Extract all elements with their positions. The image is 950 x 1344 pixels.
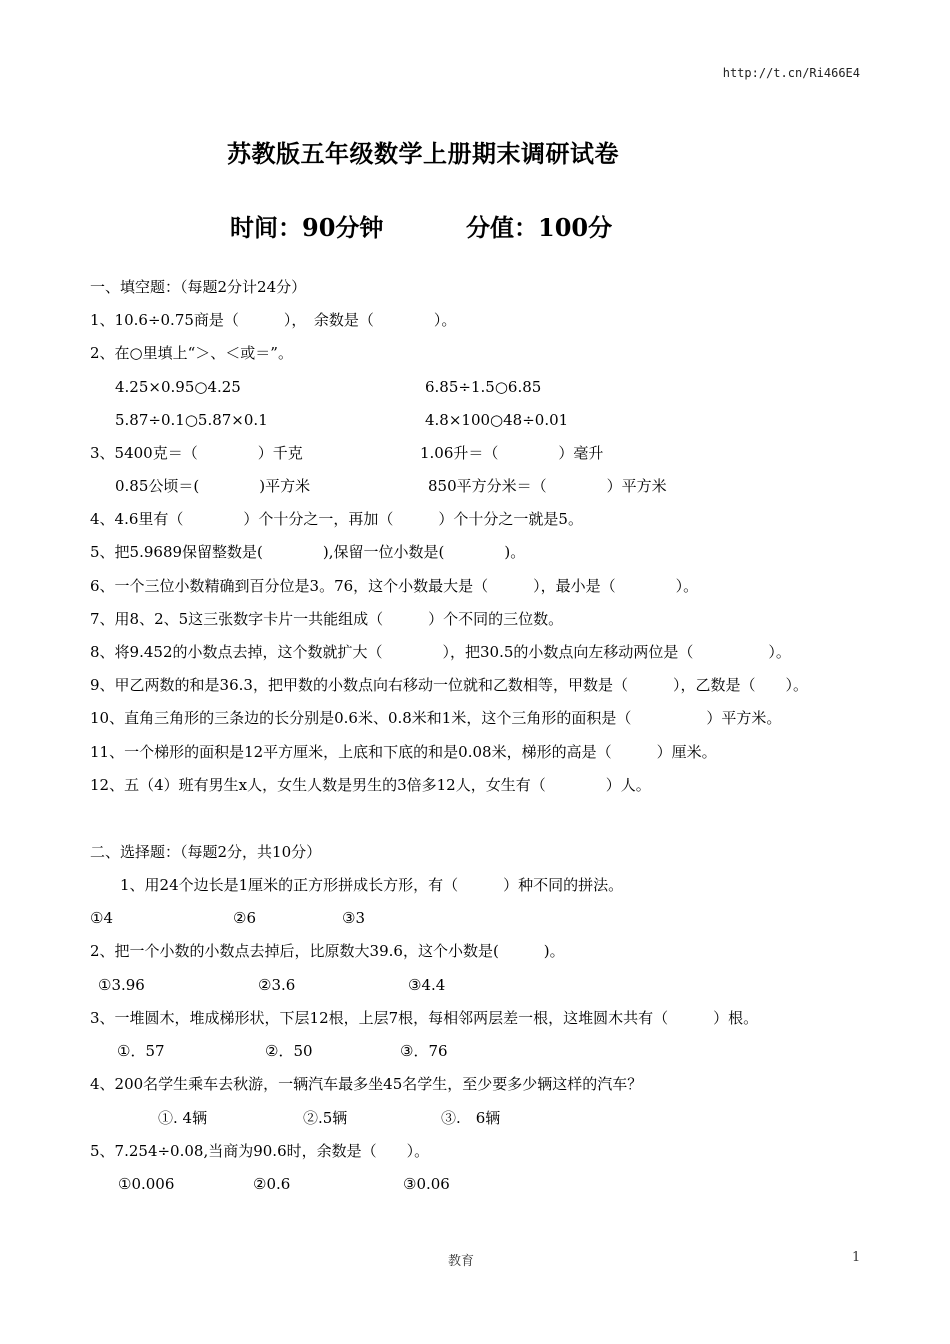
question-1-3c: 0.85公顷＝( )平方米: [115, 477, 311, 495]
exam-time: 时间：90分钟: [230, 213, 384, 242]
question-2-3: 3、一堆圆木，堆成梯形状，下层12根，上层7根，每相邻两层差一根，这堆圆木共有（ ）根。: [90, 1009, 759, 1027]
page-title: 苏教版五年级数学上册期末调研试卷: [227, 139, 619, 168]
question-1-9: 9、甲乙两数的和是36.3，把甲数的小数点向右移动一位就和乙数相等，甲数是（ ），乙数是（ ）。: [90, 676, 808, 694]
page-number: 1: [852, 1250, 861, 1265]
question-2-5-option-b: ②0.6: [253, 1175, 291, 1193]
question-1-7: 7、用8、2、5这三张数字卡片一共能组成（ ）个不同的三位数。: [90, 610, 564, 628]
question-2-5-option-a: ①0.006: [118, 1175, 175, 1193]
question-1-3a: 3、5400克＝（ ）千克: [90, 444, 303, 462]
question-1-3b: 1.06升＝（ ）毫升: [420, 444, 604, 462]
question-1-1: 1、10.6÷0.75商是（ ）， 余数是（ ）。: [90, 311, 457, 329]
question-1-2: 2、在○里填上“＞、＜或＝”。: [90, 344, 293, 362]
question-1-2b: 6.85÷1.5○6.85: [425, 378, 542, 396]
question-2-2-option-a: ①3.96: [98, 976, 145, 994]
question-2-5: 5、7.254÷0.08,当商为90.6时，余数是（ ）。: [90, 1142, 430, 1160]
question-2-2-option-b: ②3.6: [258, 976, 296, 994]
question-2-4: 4、200名学生乘车去秋游，一辆汽车最多坐45名学生，至少要多少辆这样的汽车？: [90, 1075, 643, 1093]
section2-heading: 二、选择题：（每题2分，共10分）: [90, 843, 322, 861]
question-2-1-option-c: ③3: [342, 909, 365, 927]
question-2-3-option-b: ②．50: [265, 1042, 313, 1060]
question-1-2d: 4.8×100○48÷0.01: [425, 411, 569, 429]
question-1-11: 11、一个梯形的面积是12平方厘米，上底和下底的和是0.08米，梯形的高是（ ）厘米。: [90, 743, 717, 761]
question-2-4-option-c: ③. 6辆: [441, 1109, 501, 1127]
question-2-3-option-c: ③．76: [400, 1042, 448, 1060]
question-2-5-option-c: ③0.06: [403, 1175, 450, 1193]
question-1-2c: 5.87÷0.1○5.87×0.1: [115, 411, 268, 429]
header-url: http://t.cn/Ri466E4: [722, 66, 860, 80]
question-1-2a: 4.25×0.95○4.25: [115, 378, 241, 396]
question-2-2: 2、把一个小数的小数点去掉后，比原数大39.6，这个小数是( )。: [90, 942, 565, 960]
section1-heading: 一、填空题：（每题2分计24分）: [90, 278, 307, 296]
question-2-1: 1、用24个边长是1厘米的正方形拼成长方形，有（ ）种不同的拼法。: [120, 876, 624, 894]
question-1-5: 5、把5.9689保留整数是( ),保留一位小数是( )。: [90, 543, 526, 561]
question-1-3d: 850平方分米＝（ ）平方米: [428, 477, 667, 495]
question-2-3-option-a: ①．57: [117, 1042, 165, 1060]
question-1-4: 4、4.6里有（ ）个十分之一，再加（ ）个十分之一就是5。: [90, 510, 583, 528]
question-1-6: 6、一个三位小数精确到百分位是3。76，这个小数最大是（ ），最小是（ ）。: [90, 577, 699, 595]
question-1-8: 8、将9.452的小数点去掉，这个数就扩大（ ），把30.5的小数点向左移动两位是（ ）。: [90, 643, 791, 661]
question-2-1-option-b: ②6: [233, 909, 256, 927]
question-1-12: 12、五（4）班有男生x人，女生人数是男生的3倍多12人，女生有（ ）人。: [90, 776, 651, 794]
question-2-1-option-a: ①4: [90, 909, 113, 927]
footer-label: 教育: [447, 1254, 474, 1269]
exam-score: 分值：100分: [466, 213, 613, 242]
question-2-2-option-c: ③4.4: [408, 976, 446, 994]
question-1-10: 10、直角三角形的三条边的长分别是0.6米、0.8米和1米，这个三角形的面积是（ ）平方米。: [90, 709, 782, 727]
question-2-4-option-a: ①. 4辆: [158, 1109, 208, 1127]
question-2-4-option-b: ②.5辆: [303, 1109, 348, 1127]
